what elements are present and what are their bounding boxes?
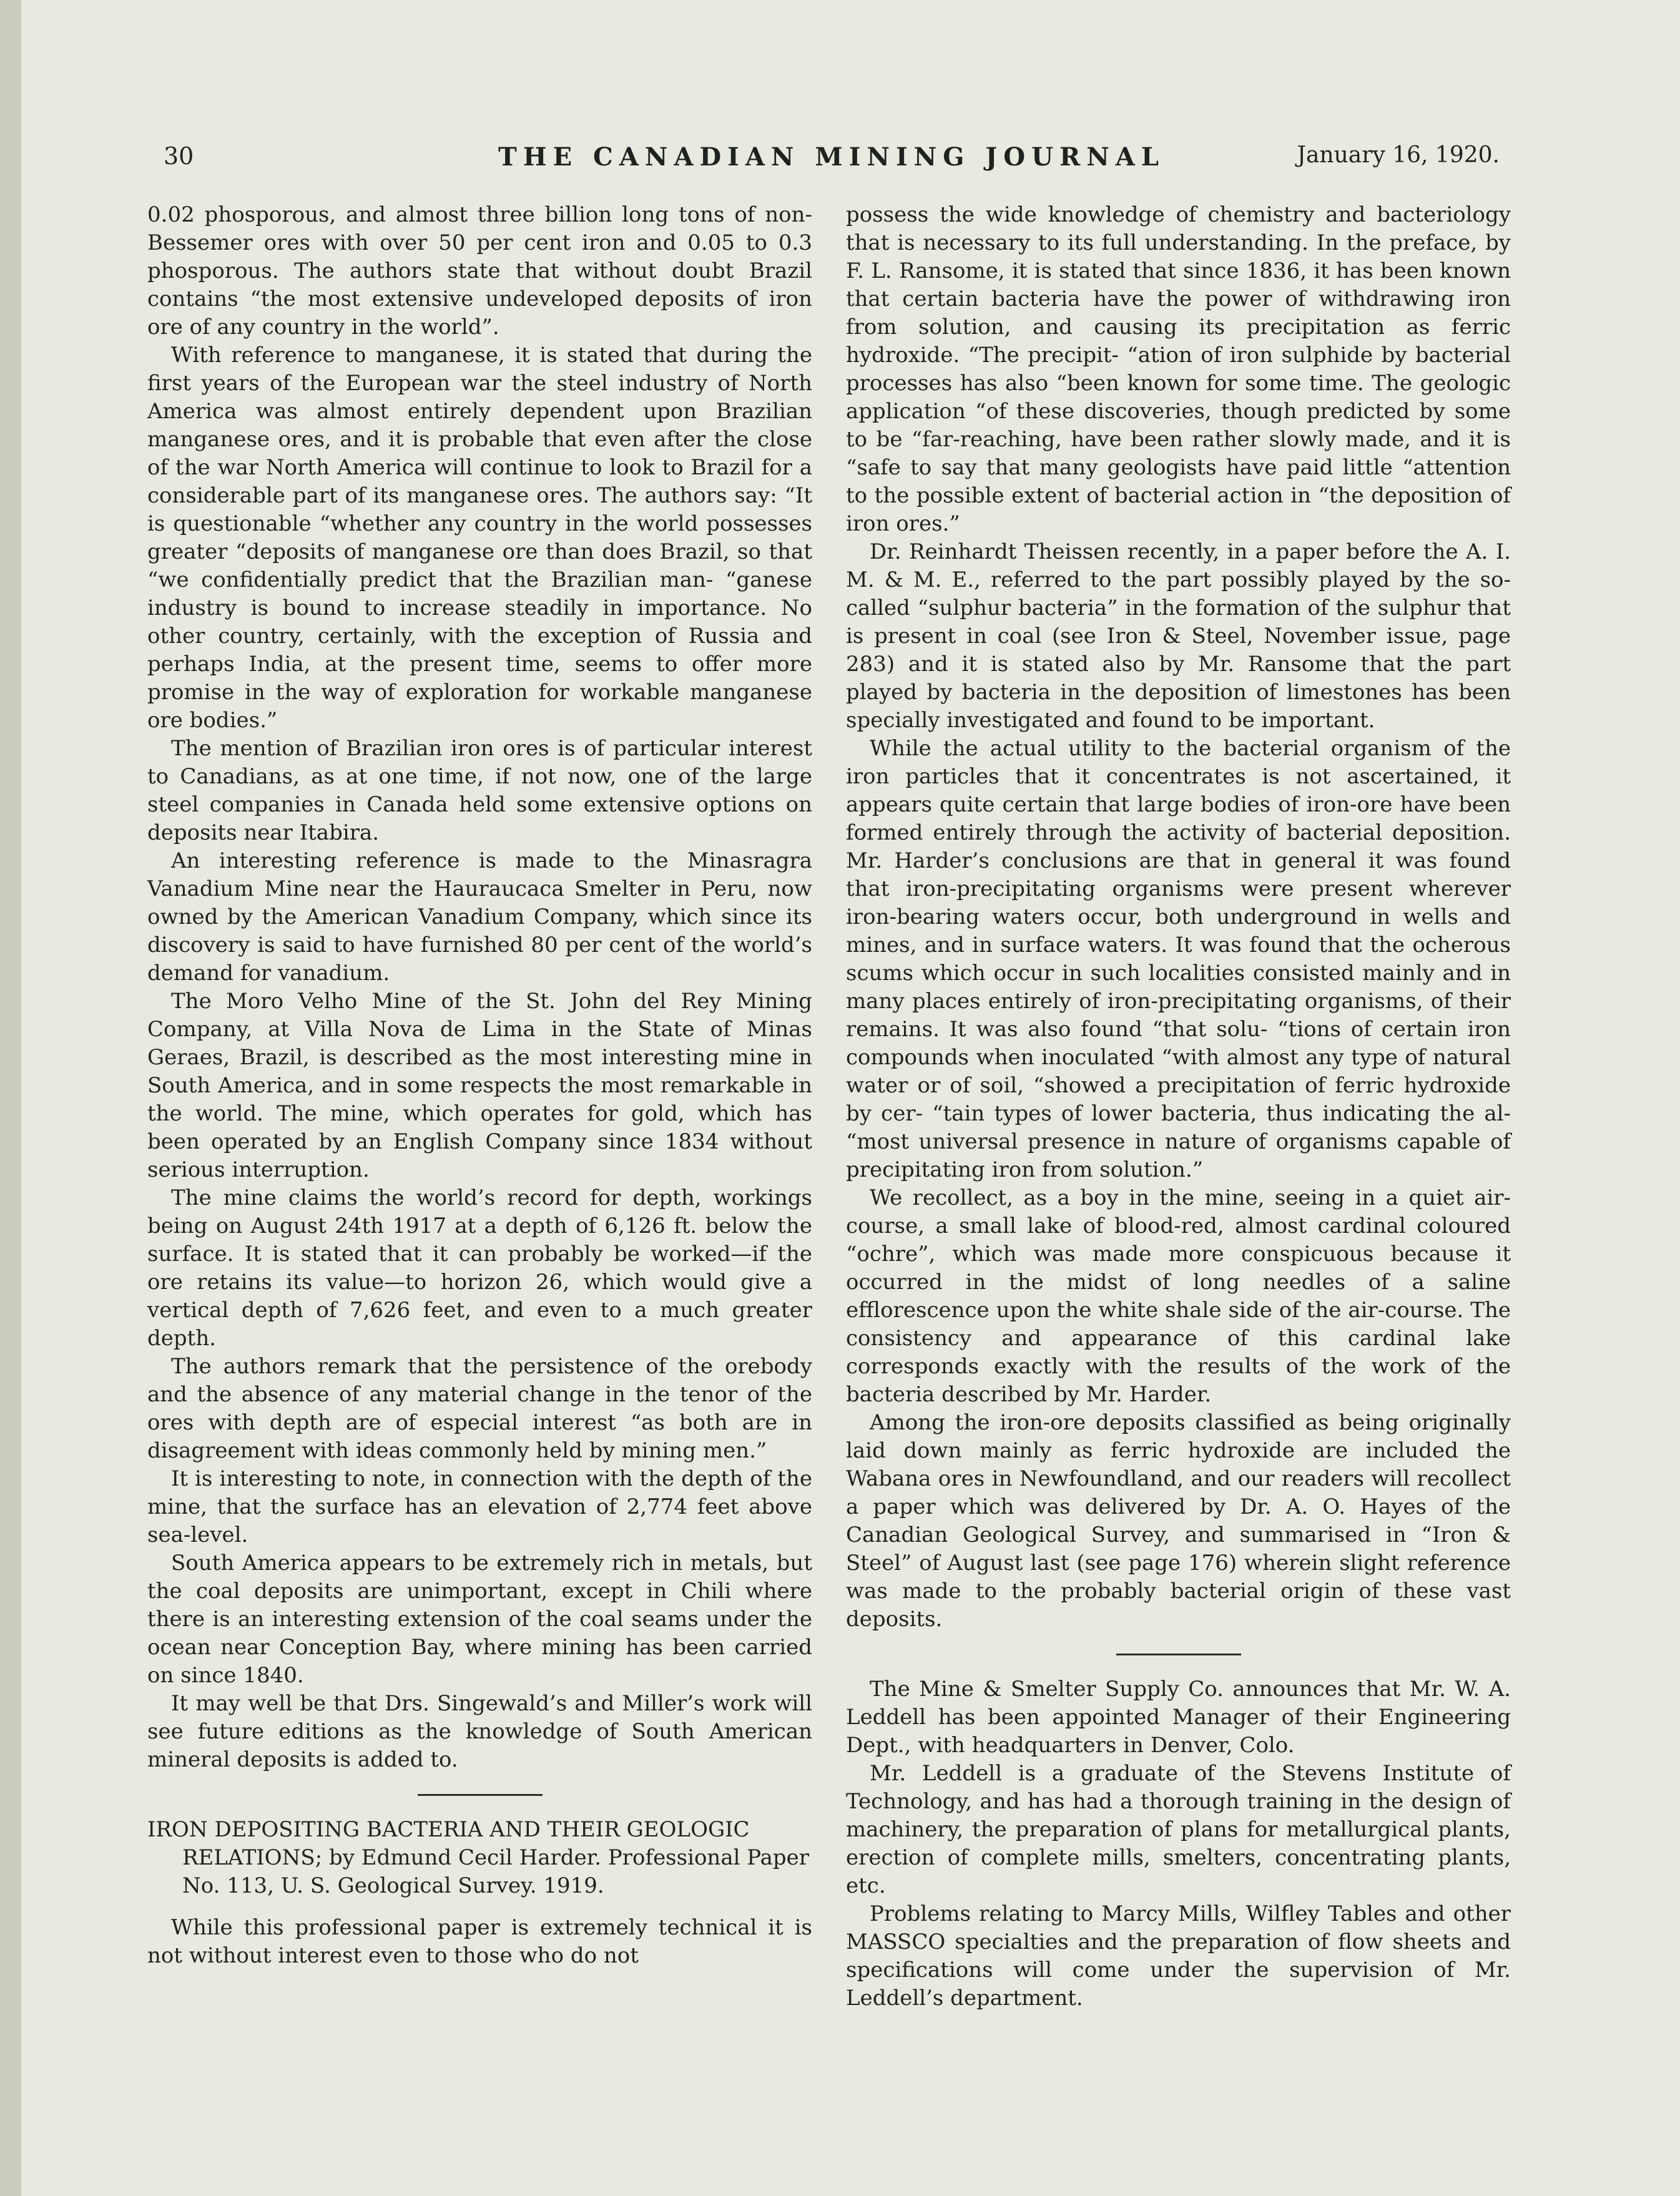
right-column — [846, 201, 1511, 2012]
page-header — [164, 142, 1500, 182]
review-details: by Edmund Cecil Harder. Professional Paper No. 113, U. S. Geological Survey. 1919. — [182, 1845, 810, 1898]
notice-paragraph: The Mine & Smelter Supply Co. announces that Mr. W. A. Leddell has been appointed Manager of their Engineering Dept., with headquarters in Denver, Colo. — [846, 1677, 1511, 1758]
paragraph: The Moro Velho Mine of the St. John del Rey Mining Company, at Villa Nova de Lima in the State of Minas Geraes, Brazil, is described as the most interesting mine in South America, and in some respects the most remarkable in the world. The mine, which operates for gold, which has been operated by an English Company since 1834 without serious interruption. — [147, 989, 812, 1182]
paragraph: possess the wide knowledge of chemistry and bacteriology that is necessary to its full understanding. In the preface, by F. L. Ransome, it is stated that since 1836, it has been known that certain bacteria have the power of withdrawing iron from solution, and causing its precipitation as ferric hydroxide. “The precipit- “ation of iron sulphide by bacterial processes has also “been known for some time. The geologic application “of these discoveries, though predicted by some to be “far-reaching, have been rather slowly made, and it is “safe to say that many geologists have paid little “attention to the possible extent of bacterial action in “the deposition of iron ores.” — [846, 202, 1511, 536]
paragraph: The mine claims the world’s record for depth, workings being on August 24th 1917 at a depth of 6,126 ft. below the surface. It is stated that it can probably be worked—if the ore retains its value—to horizon 26, which would give a vertical depth of 7,626 feet, and even to a much greater depth. — [147, 1185, 812, 1351]
paragraph: The mention of Brazilian iron ores is of particular interest to Canadians, as at one time, if not now, one of the large steel companies in Canada held some extensive options on deposits near Itabira. — [147, 736, 812, 845]
review-title: IRON DEPOSITING BACTERIA AND THEIR GEOLOGIC RELATIONS; — [147, 1817, 750, 1870]
paragraph: Dr. Reinhardt Theissen recently, in a paper before the A. I. M. & M. E., referred to the part possibly played by the so-called “sulphur bacteria” in the formation of the sulphur that is present in coal (see Iron & Steel, November issue, page 283) and it is stated also by Mr. Ransome that the part played by bacteria in the deposition of limestones has been specially investigated and found to be important. — [846, 539, 1511, 733]
paragraph: We recollect, as a boy in the mine, seeing in a quiet air-course, a small lake of blood-red, almost cardinal coloured “ochre”, which was made more conspicuous because it occurred in the midst of long needles of a saline efflorescence upon the white shale side of the air-course. The consistency and appearance of this cardinal lake corresponds exactly with the results of the work of the bacteria described by Mr. Harder. — [846, 1185, 1511, 1407]
paragraph: Among the iron-ore deposits classified as being originally laid down mainly as ferric hydroxide are included the Wabana ores in Newfoundland, and our readers will recollect a paper which was delivered by Dr. A. O. Hayes of the Canadian Geological Survey, and summarised in “Iron & Steel” of August last (see page 176) wherein slight reference was made to the probably bacterial origin of these vast deposits. — [846, 1410, 1511, 1632]
journal-title: THE CANADIAN MINING JOURNAL — [498, 142, 1165, 172]
paragraph: An interesting reference is made to the Minasragra Vanadium Mine near the Hauraucaca Smelter in Peru, now owned by the American Vanadium Company, which since its discovery is said to have furnished 80 per cent of the world’s demand for vanadium. — [147, 848, 812, 986]
notice-paragraph: Mr. Leddell is a graduate of the Stevens Institute of Technology, and has had a thorough training in the design of machinery, the preparation of plans for metallurgical plants, erection of complete mills, smelters, concentrating plants, etc. — [846, 1761, 1511, 1898]
review-heading — [147, 1816, 812, 1900]
paragraph: 0.02 phosporous, and almost three billion long tons of non-Bessemer ores with over 50 per cent iron and 0.05 to 0.3 phosporous. The authors state that without doubt Brazil contains “the most extensive undeveloped deposits of iron ore of any country in the world”. — [147, 202, 812, 340]
paragraph: With reference to manganese, it is stated that during the first years of the European war the steel industry of North America was almost entirely dependent upon Brazilian manganese ores, and it is probable that even after the close of the war North America will continue to look to Brazil for a considerable part of its manganese ores. The authors say: “It is questionable “whether any country in the world possesses greater “deposits of manganese ore than does Brazil, so that “we confidentially predict that the Brazilian man- “ganese industry is bound to increase steadily in importance. No other country, certainly, with the exception of Russia and perhaps India, at the present time, seems to offer more promise in the way of exploration for workable manganese ore bodies.” — [147, 343, 812, 733]
issue-date: January 16, 1920. — [1297, 142, 1500, 168]
page-number: 30 — [164, 142, 194, 170]
paragraph: While this professional paper is extremely technical it is not without interest even to those who do not — [147, 1915, 812, 1968]
section-divider — [1116, 1654, 1241, 1655]
page-binding-edge — [0, 0, 21, 2196]
paragraph: South America appears to be extremely rich in metals, but the coal deposits are unimportant, except in Chili where there is an interesting extension of the coal seams under the ocean near Conception Bay, where mining has been carried on since 1840. — [147, 1551, 812, 1688]
section-divider — [418, 1794, 543, 1796]
paragraph: It may well be that Drs. Singewald’s and Miller’s work will see future editions as the knowledge of South American mineral deposits is added to. — [147, 1691, 812, 1772]
paragraph: The authors remark that the persistence of the orebody and the absence of any material change in the tenor of the ores with depth are of especial interest “as both are in disagreement with ideas commonly held by mining men.” — [147, 1354, 812, 1463]
paragraph: It is interesting to note, in connection with the depth of the mine, that the surface has an elevation of 2,774 feet above sea-level. — [147, 1466, 812, 1547]
paragraph: While the actual utility to the bacterial organism of the iron particles that it concentrates is not ascertained, it appears quite certain that large bodies of iron-ore have been formed entirely through the activity of bacterial deposition. Mr. Harder’s conclusions are that in general it was found that iron-precipitating organisms were present wherever iron-bearing waters occur, both underground in wells and mines, and in surface waters. It was found that the ocherous scums which occur in such localities consisted mainly and in many places entirely of iron-precipitating organisms, of their remains. It was also found “that solu- “tions of certain iron compounds when inoculated “with almost any type of natural water or of soil, “showed a precipitation of ferric hydroxide by cer- “tain types of lower bacteria, thus indicating the al- “most universal presence in nature of organisms capable of precipitating iron from solution.” — [846, 736, 1511, 1182]
notice-paragraph: Problems relating to Marcy Mills, Wilfley Tables and other MASSCO specialties and the preparation of flow sheets and specifications will come under the supervision of Mr. Leddell’s department. — [846, 1901, 1511, 2011]
left-column — [147, 201, 812, 1970]
